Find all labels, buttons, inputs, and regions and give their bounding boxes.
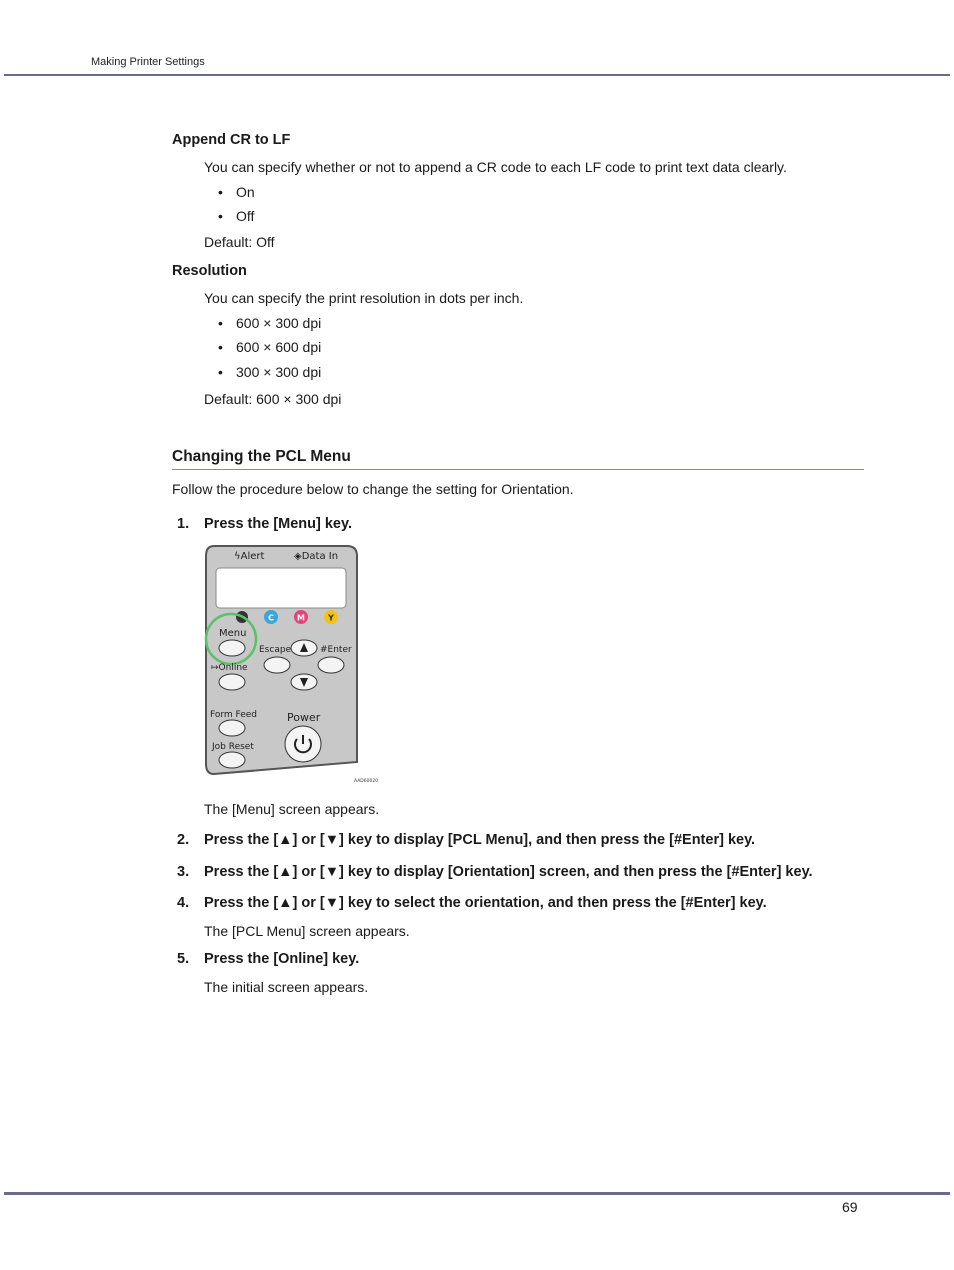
step-5: 5. Press the [Online] key.	[177, 951, 360, 967]
append-cr-description: You can specify whether or not to append a CR code to each LF code to print text data clearly.	[204, 159, 787, 175]
data-in-indicator: ◈Data In	[294, 551, 339, 562]
form-feed-key[interactable]	[219, 720, 245, 736]
figure-code: AAD60020	[354, 779, 378, 784]
list-item: • 300 × 300 dpi	[218, 364, 322, 380]
page-number: 69	[842, 1199, 858, 1215]
escape-key[interactable]	[264, 657, 290, 673]
resolution-description: You can specify the print resolution in dots per inch.	[204, 290, 524, 306]
menu-key-label: Menu	[219, 628, 247, 639]
step-2: 2. Press the [▲] or [▼] key to display [PCL Menu], and then press the [#Enter] key.	[177, 832, 756, 848]
job-reset-key[interactable]	[219, 752, 245, 768]
step-1: 1. Press the [Menu] key.	[177, 516, 353, 532]
bullet-icon: •	[218, 208, 223, 224]
section-title: Changing the PCL Menu	[172, 448, 351, 465]
svg-text:M: M	[297, 613, 305, 623]
svg-text:Y: Y	[328, 613, 334, 623]
list-item: • 600 × 600 dpi	[218, 339, 322, 355]
header-rule	[4, 74, 950, 76]
step-4: 4. Press the [▲] or [▼] key to select the orientation, and then press the [#Enter] key.	[177, 895, 767, 911]
running-header: Making Printer Settings	[91, 56, 205, 68]
bullet-icon: •	[218, 364, 223, 380]
section-rule	[172, 469, 864, 470]
append-cr-title: Append CR to LF	[172, 132, 291, 148]
list-item: • On	[218, 184, 255, 200]
online-key-label: ↦Online	[211, 663, 248, 673]
power-key-label: Power	[287, 711, 321, 724]
menu-key[interactable]	[219, 640, 245, 656]
step-3: 3. Press the [▲] or [▼] key to display [Orientation] screen, and then press the [#Enter] key.	[177, 864, 813, 880]
escape-key-label: Escape	[259, 645, 292, 655]
step-1-result: The [Menu] screen appears.	[204, 801, 380, 817]
footer-rule	[4, 1192, 950, 1195]
job-reset-key-label: Job Reset	[212, 742, 254, 752]
step-5-result: The initial screen appears.	[204, 979, 369, 995]
step-4-result: The [PCL Menu] screen appears.	[204, 923, 410, 939]
resolution-default: Default: 600 × 300 dpi	[204, 391, 342, 407]
form-feed-key-label: Form Feed	[210, 710, 258, 720]
svg-text:C: C	[268, 613, 274, 623]
bullet-icon: •	[218, 184, 223, 200]
alert-indicator: ϟAlert	[234, 551, 265, 562]
section-intro: Follow the procedure below to change the setting for Orientation.	[172, 481, 574, 497]
list-item: • 600 × 300 dpi	[218, 315, 322, 331]
bullet-icon: •	[218, 315, 223, 331]
list-item: • Off	[218, 208, 255, 224]
enter-key[interactable]	[318, 657, 344, 673]
online-key[interactable]	[219, 674, 245, 690]
lcd-display	[216, 568, 346, 608]
enter-key-label: #Enter	[320, 645, 352, 655]
bullet-icon: •	[218, 339, 223, 355]
resolution-title: Resolution	[172, 263, 247, 279]
control-panel-illustration	[204, 544, 378, 786]
append-cr-default: Default: Off	[204, 234, 275, 250]
